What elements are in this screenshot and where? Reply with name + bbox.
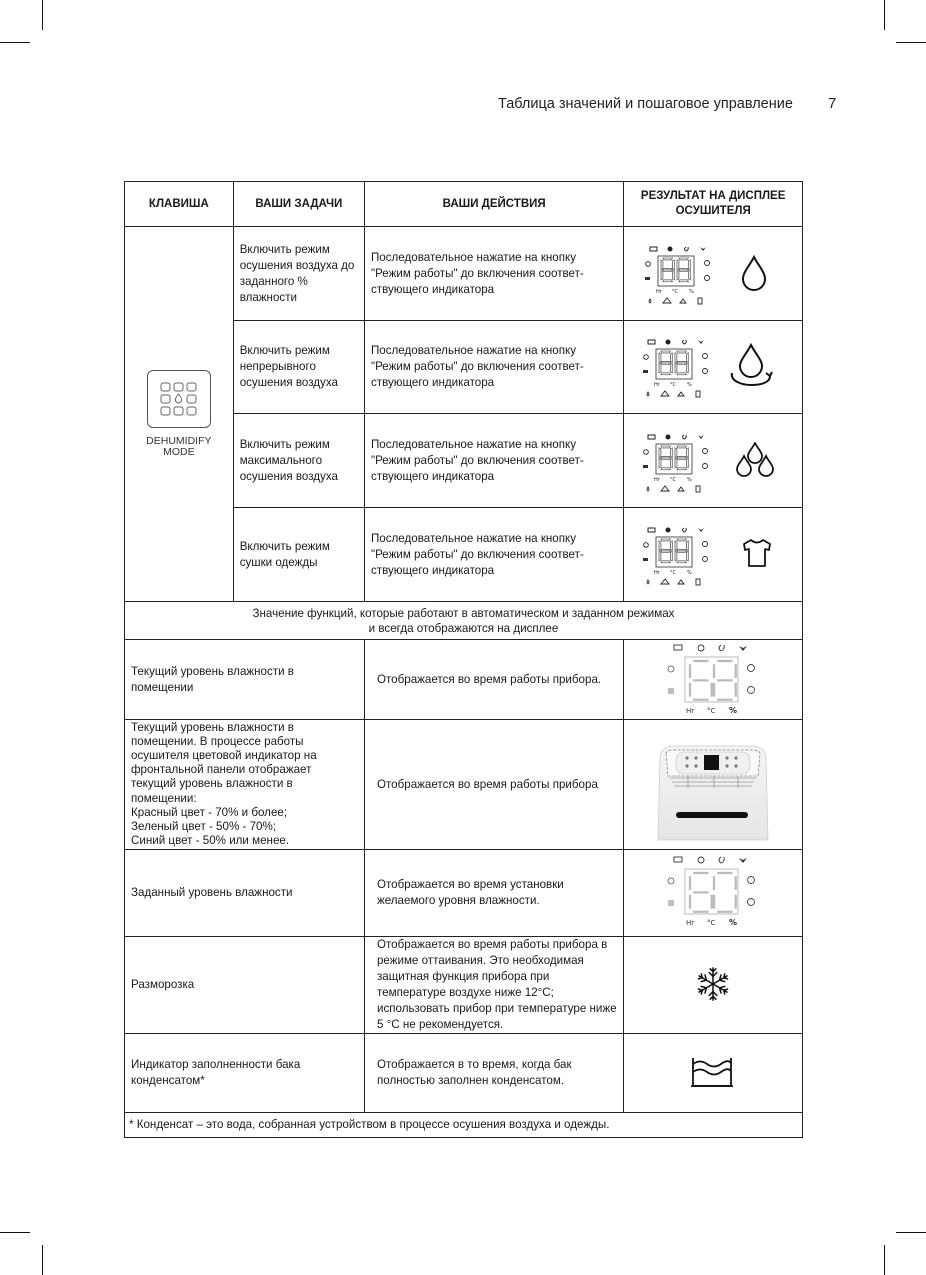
action-cell: Последовательное нажатие на кнопку "Режим работы" до включения соответ-ствующего индикатора: [364, 414, 623, 508]
dehumidifier-photo: [654, 736, 772, 842]
lcd-display-icon: [636, 433, 712, 495]
result-cell: [624, 508, 803, 602]
description-cell: Отображается в то время, когда бак полностью заполнен конденсатом.: [364, 1034, 623, 1113]
svg-text:Hr: Hr: [686, 707, 695, 715]
result-cell: [624, 1034, 803, 1113]
function-cell: Разморозка: [125, 937, 365, 1034]
crop-mark: [0, 42, 30, 43]
svg-text:%: %: [729, 706, 738, 715]
footnote: * Конденсат – это вода, собранная устройством в процессе осушения воздуха и одежды.: [125, 1113, 803, 1138]
table-row: [125, 640, 803, 720]
result-cell: [624, 414, 803, 508]
section-header-line1: Значение функций, которые работают в автоматическом и заданном режимах: [252, 606, 675, 620]
svg-text:%: %: [729, 918, 738, 927]
section-header-row: [125, 602, 803, 640]
action-cell: Последовательное нажатие на кнопку "Режим работы" до включения соответ-ствующего индикатора: [364, 508, 623, 602]
svg-text:Hr: Hr: [686, 919, 695, 927]
svg-text:°C: °C: [707, 919, 716, 927]
result-cell: [624, 321, 803, 414]
task-cell: Включить режим осушения воздуха до заданного % влажности: [233, 227, 364, 321]
column-header-result: РЕЗУЛЬТАТ НА ДИСПЛЕЕ ОСУШИТЕЛЯ: [624, 182, 803, 227]
page-number: 7: [828, 95, 837, 112]
result-cell: [624, 720, 803, 850]
function-cell: Текущий уровень влажности в помещении: [125, 640, 365, 720]
description-cell: Отображается во время установки желаемого уровня влажности.: [364, 850, 623, 937]
humidity-display-68-icon: [664, 643, 764, 717]
action-cell: Последовательное нажатие на кнопку "Режим работы" до включения соответ-ствующего индикатора: [364, 321, 623, 414]
table-row: [125, 850, 803, 937]
action-cell: Последовательное нажатие на кнопку "Режим работы" до включения соответ-ствующего индикатора: [364, 227, 623, 321]
column-header-tasks: ВАШИ ЗАДАЧИ: [233, 182, 364, 227]
function-cell: Текущий уровень влажности в помещении. В процессе работы осушителя цветовой индикатор на фронтальной панели отображает текущий уровень влажности в помещении: Красный цвет - 70% и более; Зеленый цвет - 50% - 70%; Синий цвет - 50% или менее.: [125, 720, 365, 850]
crop-mark: [896, 42, 926, 43]
crop-mark: [42, 1245, 43, 1275]
column-header-actions: ВАШИ ДЕЙСТВИЯ: [364, 182, 623, 227]
crop-mark: [0, 1232, 30, 1233]
crop-mark: [884, 0, 885, 30]
description-cell: Отображается во время работы прибора в режиме оттаивания. Это необходимая защитная функция прибора при температуре воздухе ниже 12°C; использовать прибор при температуре ниже 5 °C не рекомендуется.: [364, 937, 623, 1034]
result-cell: [624, 937, 803, 1034]
tshirt-icon: [742, 538, 772, 568]
crop-mark: [896, 1232, 926, 1233]
description-cell: Отображается во время работы прибора: [364, 720, 623, 850]
table-header-row: [125, 182, 803, 227]
tank-full-icon: [690, 1056, 734, 1088]
function-cell: Заданный уровень влажности: [125, 850, 365, 937]
key-label-line2: MODE: [163, 446, 195, 458]
running-head-title: Таблица значений и пошаговое управление: [498, 96, 793, 112]
continuous-drop-icon: [728, 343, 774, 387]
three-drops-icon: [736, 442, 774, 478]
water-drop-icon: [740, 255, 768, 291]
section-header: [125, 602, 803, 640]
table-row: [125, 1034, 803, 1113]
lcd-display-icon: [636, 526, 712, 588]
column-header-key: КЛАВИША: [125, 182, 234, 227]
section-header-line2: и всегда отображаются на дисплее: [368, 621, 559, 635]
crop-mark: [42, 0, 43, 30]
function-cell: Индикатор заполненности бака конденсатом*: [125, 1034, 365, 1113]
crop-mark: [884, 1245, 885, 1275]
key-label-line1: DEHUMIDIFY: [146, 435, 212, 447]
table-row: [125, 227, 803, 321]
snowflake-icon: [694, 965, 732, 1003]
lcd-display-icon: [636, 338, 712, 400]
lcd-display-icon: [638, 245, 714, 307]
task-cell: Включить режим максимального осушения воздуха: [233, 414, 364, 508]
footnote-row: [125, 1113, 803, 1138]
table-row: [125, 720, 803, 850]
task-cell: Включить режим сушки одежды: [233, 508, 364, 602]
description-cell: Отображается во время работы прибора.: [364, 640, 623, 720]
task-cell: Включить режим непрерывного осушения воздуха: [233, 321, 364, 414]
result-cell: [624, 640, 803, 720]
svg-text:°C: °C: [707, 707, 716, 715]
result-cell: [624, 850, 803, 937]
function-table: [124, 181, 803, 1138]
table-row: [125, 937, 803, 1034]
dehumidify-mode-key-icon: [147, 370, 211, 428]
result-cell: [624, 227, 803, 321]
key-cell: [125, 227, 234, 602]
humidity-display-60-icon: [664, 854, 764, 930]
